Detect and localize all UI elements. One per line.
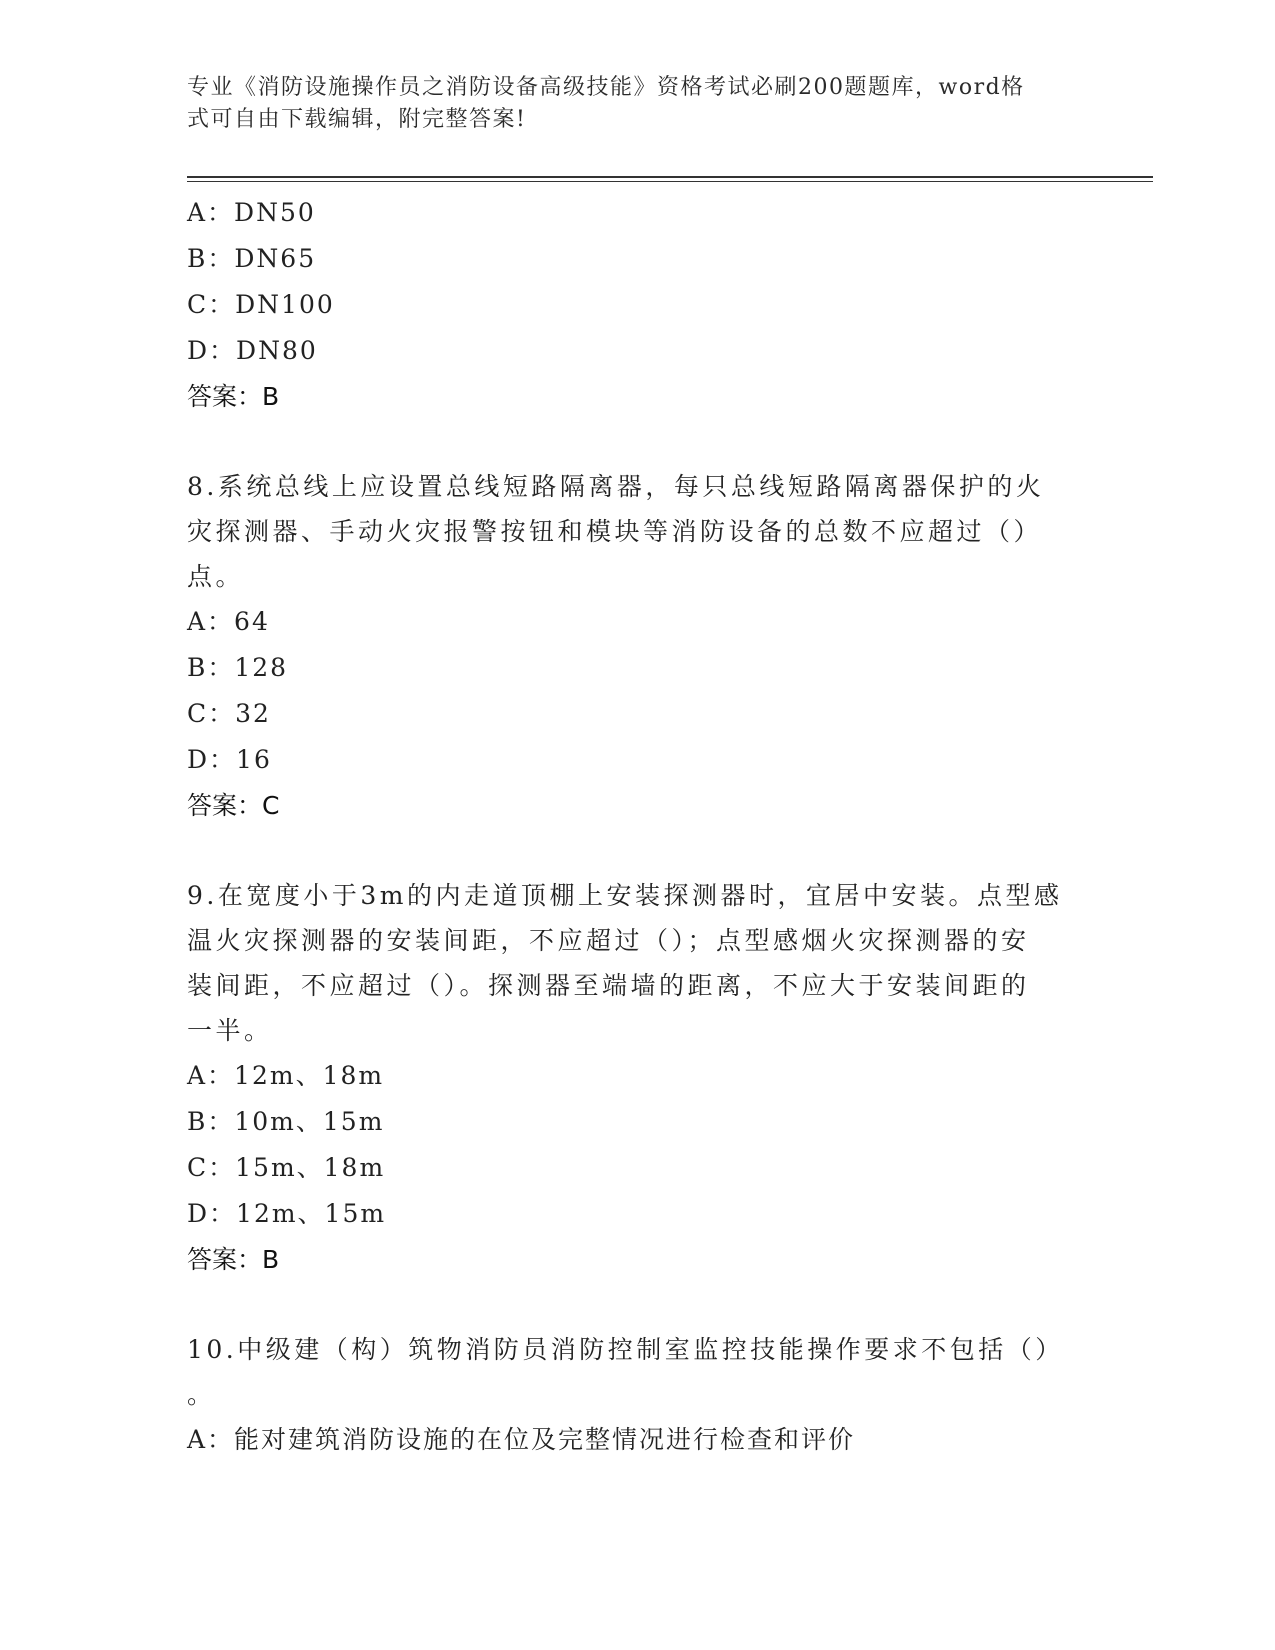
- question-text-line: 温火灾探测器的安装间距，不应超过（）；点型感烟火灾探测器的安: [187, 926, 1030, 955]
- option-b: B：10m、15m: [187, 1107, 385, 1136]
- option-a: A：64: [187, 607, 270, 636]
- spacer: [187, 829, 1087, 873]
- spacer: [187, 1283, 1087, 1327]
- question-10: [187, 1327, 1087, 1463]
- option-a: A：能对建筑消防设施的在位及完整情况进行检查和评价: [187, 1425, 856, 1454]
- option-c: C：DN100: [187, 290, 335, 319]
- answer: 答案：B: [187, 1245, 280, 1274]
- option-d: D：16: [187, 745, 272, 774]
- answer: 答案：B: [187, 382, 280, 411]
- header-divider-thin: [187, 181, 1153, 182]
- document-header: [187, 72, 1067, 136]
- question-text-line: 10.中级建（构）筑物消防员消防控制室监控技能操作要求不包括（）: [187, 1335, 1064, 1364]
- header-divider-thick: [187, 176, 1153, 178]
- option-b: B：128: [187, 653, 289, 682]
- question-7: [187, 190, 1087, 420]
- option-a: A：DN50: [187, 198, 316, 227]
- option-d: D：DN80: [187, 336, 318, 365]
- question-text-line: 灾探测器、手动火灾报警按钮和模块等消防设备的总数不应超过（）: [187, 517, 1043, 546]
- answer: 答案：C: [187, 791, 280, 820]
- document-body: [187, 190, 1087, 1463]
- question-text-line: 8.系统总线上应设置总线短路隔离器，每只总线短路隔离器保护的火: [187, 472, 1045, 501]
- header-line-2: 式可自由下载编辑，附完整答案!: [187, 107, 527, 132]
- header-line-1: 专业《消防设施操作员之消防设备高级技能》资格考试必刷200题题库，word格: [187, 75, 1025, 100]
- option-b: B：DN65: [187, 244, 317, 273]
- option-d: D：12m、15m: [187, 1199, 387, 1228]
- question-text-line: 装间距，不应超过（）。探测器至端墙的距离，不应大于安装间距的: [187, 971, 1030, 1000]
- question-text-line: 。: [187, 1380, 216, 1409]
- option-c: C：15m、18m: [187, 1153, 386, 1182]
- option-a: A：12m、18m: [187, 1061, 385, 1090]
- question-text-line: 9.在宽度小于3m的内走道顶棚上安装探测器时，宜居中安装。点型感: [187, 881, 1063, 910]
- question-8: [187, 464, 1087, 829]
- question-9: [187, 873, 1087, 1283]
- spacer: [187, 420, 1087, 464]
- option-c: C：32: [187, 699, 271, 728]
- question-text-line: 一半。: [187, 1016, 273, 1045]
- question-text-line: 点。: [187, 562, 245, 591]
